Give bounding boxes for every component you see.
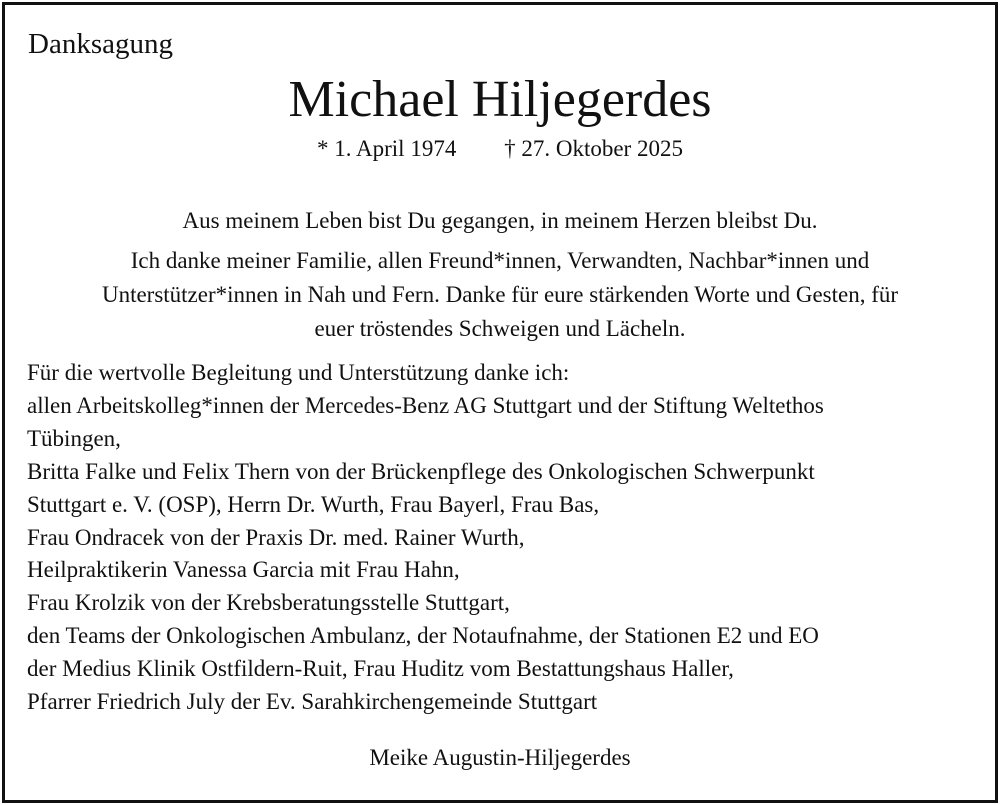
acknowledgement-line: Frau Ondracek von der Praxis Dr. med. Rainer Wurth,	[27, 524, 525, 550]
acknowledgement-line: Pfarrer Friedrich July der Ev. Sarahkirchengemeinde Stuttgart	[27, 689, 598, 715]
acknowledgement-line: der Medius Klinik Ostfildern-Ruit, Frau Huditz vom Bestattungshaus Haller,	[27, 656, 734, 682]
thanks-line: Ich danke meiner Familie, allen Freund*innen, Verwandten, Nachbar*innen und	[130, 248, 870, 273]
death-date: † 27. Oktober 2025	[504, 136, 683, 161]
birth-date: * 1. April 1974	[317, 136, 457, 161]
notice-heading: Danksagung	[28, 28, 173, 60]
acknowledgement-line: Britta Falke und Felix Thern von der Brückenpflege des Onkologischen Schwerpunkt	[27, 458, 815, 484]
thanks-line: euer tröstendes Schweigen und Lächeln.	[314, 316, 686, 341]
acknowledgement-line: Für die wertvolle Begleitung und Unterstützung danke ich:	[27, 360, 570, 385]
acknowledgement-line: den Teams der Onkologischen Ambulanz, der Notaufnahme, der Stationen E2 und EO	[27, 623, 819, 649]
memorial-quote: Aus meinem Leben bist Du gegangen, in meinem Herzen bleibst Du.	[182, 208, 818, 233]
thanks-paragraph	[20, 244, 980, 346]
thanks-line: Unterstützer*innen in Nah und Fern. Danke für eure stärkenden Worte und Gesten, für	[101, 282, 899, 307]
acknowledgement-line: Stuttgart e. V. (OSP), Herrn Dr. Wurth, Frau Bayerl, Frau Bas,	[27, 491, 600, 517]
signature: Meike Augustin-Hiljegerdes	[369, 745, 631, 770]
acknowledgement-line: Frau Krolzik von der Krebsberatungsstelle Stuttgart,	[27, 590, 510, 616]
acknowledgement-line: Heilpraktikerin Vanessa Garcia mit Frau Hahn,	[27, 557, 460, 583]
acknowledgements-list	[27, 357, 824, 719]
deceased-name: Michael Hiljegerdes	[288, 71, 712, 128]
acknowledgement-line: Tübingen,	[27, 425, 121, 451]
life-dates	[0, 134, 1000, 164]
acknowledgement-line: allen Arbeitskolleg*innen der Mercedes-Benz AG Stuttgart und der Stiftung Weltethos	[27, 392, 824, 418]
